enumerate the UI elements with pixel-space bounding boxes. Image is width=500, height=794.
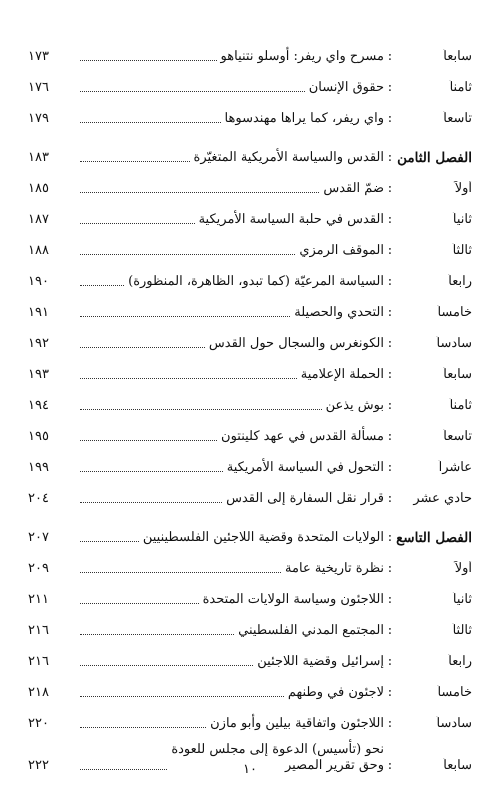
page-number: ١٨٧ (28, 212, 49, 227)
toc-row (28, 641, 472, 672)
dot-leader (80, 409, 322, 410)
entry-title-block (299, 243, 384, 259)
section-label: رابعاً (448, 274, 472, 289)
toc-chapter-row (28, 517, 472, 548)
label-separator: : (387, 685, 393, 700)
toc-row (28, 672, 472, 703)
toc-chapter-row (28, 137, 472, 168)
toc-row (28, 168, 472, 199)
section-label: خامساً (437, 685, 472, 700)
entry-title: حقوق الإنسان (308, 80, 384, 95)
entry-title-area (70, 623, 384, 639)
entry-title-area (70, 460, 384, 476)
dot-leader (80, 223, 195, 224)
section-label: خامساً (437, 305, 472, 320)
dot-leader (80, 122, 221, 123)
label-separator: : (387, 49, 393, 64)
dot-leader (80, 572, 281, 573)
entry-title-area (70, 592, 384, 608)
toc-row (28, 292, 472, 323)
dot-leader (80, 347, 205, 348)
dot-leader (80, 502, 222, 503)
label-separator: : (387, 460, 393, 475)
section-label: ثامناً (449, 398, 472, 413)
entry-title-area (70, 111, 384, 127)
entry-title: نظرة تاريخية عامة (285, 561, 384, 576)
entry-title-area (70, 367, 384, 383)
entry-title-block (238, 623, 384, 639)
entry-title-area (70, 491, 384, 507)
section-label: تاسعاً (443, 111, 472, 126)
section-label: ثالثاً (452, 623, 472, 638)
entry-title-area (70, 49, 384, 65)
label-separator: : (387, 429, 393, 444)
page-number: ٢١١ (28, 592, 49, 607)
page-number: ١٧٩ (28, 111, 49, 126)
entry-title: القدس في حلبة السياسة الأمريكية (198, 212, 384, 227)
label-separator: : (387, 491, 393, 506)
entry-title: التحول في السياسة الأمريكية (226, 460, 384, 475)
dot-leader (80, 316, 290, 317)
dot-leader (80, 634, 234, 635)
entry-title-area (70, 398, 384, 414)
dot-leader (80, 60, 217, 61)
page-folio: ١٠ (243, 762, 257, 777)
entry-title-block (285, 561, 384, 577)
page-number: ٢٠٧ (28, 530, 49, 545)
page-number: ٢٢٢ (28, 758, 49, 773)
page-number: ٢٠٤ (28, 491, 49, 506)
toc-row (28, 36, 472, 67)
table-of-contents (28, 36, 472, 776)
label-separator: : (387, 212, 393, 227)
entry-title-block (203, 592, 384, 608)
section-label: حادي عشر (413, 491, 472, 506)
page-number: ٢٠٩ (28, 561, 49, 576)
dot-leader (80, 471, 223, 472)
dot-leader (80, 254, 295, 255)
entry-title: الحملة الإعلامية (300, 367, 384, 382)
entry-title-block (288, 685, 384, 701)
entry-title-block (143, 530, 384, 546)
entry-title: السياسة المرعيّة (كما تبدو، الظاهرة، المنظورة) (128, 274, 384, 289)
section-label: ثانياً (452, 592, 472, 607)
label-separator: : (387, 654, 393, 669)
toc-row (28, 416, 472, 447)
label-separator: : (387, 398, 393, 413)
entry-title-block (226, 491, 384, 507)
page-number: ١٩١ (28, 305, 49, 320)
section-label: ثالثاً (452, 243, 472, 258)
dot-leader (80, 91, 305, 92)
entry-title-block (209, 336, 384, 352)
entry-title-continuation: وحق تقرير المصير (284, 758, 384, 773)
section-label: رابعاً (448, 654, 472, 669)
entry-title-area (70, 150, 384, 166)
toc-row (28, 579, 472, 610)
page-number: ٢١٦ (28, 623, 49, 638)
entry-title-block (294, 305, 384, 321)
label-separator: : (387, 716, 393, 731)
page-number: ١٩٢ (28, 336, 49, 351)
toc-row (28, 323, 472, 354)
toc-row (28, 230, 472, 261)
entry-title: نحو (تأسيس) الدعوة إلى مجلس للعودة (171, 742, 384, 757)
chapter-label: الفصل الثامن (397, 150, 472, 166)
entry-title: المجتمع المدني الفلسطيني (238, 623, 384, 638)
entry-title-block (326, 398, 384, 414)
entry-title-block (225, 111, 384, 127)
dot-leader (80, 727, 206, 728)
toc-row (28, 385, 472, 416)
page-number: ١٩٥ (28, 429, 49, 444)
page-number: ١٨٣ (28, 150, 49, 165)
entry-title: التحدي والحصيلة (294, 305, 384, 320)
entry-title: الموقف الرمزي (299, 243, 384, 258)
toc-row (28, 478, 472, 509)
entry-title: الكونغرس والسجال حول القدس (208, 336, 384, 351)
section-label: سابعاً (443, 367, 472, 382)
entry-title: الولايات المتحدة وقضية اللاجئين الفلسطينيين (142, 530, 384, 545)
entry-title-area (70, 429, 384, 445)
section-label: عاشراً (438, 460, 472, 475)
label-separator: : (387, 336, 393, 351)
entry-title-area (70, 274, 384, 290)
toc-row (28, 447, 472, 478)
entry-title: واي ريفر، كما يراها مهندسوها (224, 111, 384, 126)
entry-title-block (210, 716, 384, 732)
page-number: ٢١٨ (28, 685, 49, 700)
entry-title: بوش يذعن (325, 398, 384, 413)
entry-title-area (70, 530, 384, 546)
label-separator: : (387, 305, 393, 320)
label-separator: : (387, 243, 393, 258)
dot-leader (80, 665, 253, 666)
entry-title-block (221, 429, 384, 445)
section-label: ثامناً (449, 80, 472, 95)
toc-row (28, 98, 472, 129)
label-separator: : (387, 80, 393, 95)
section-label: أولاً (454, 561, 472, 576)
entry-title-area (70, 80, 384, 96)
entry-title-area (70, 336, 384, 352)
section-label: سادساً (436, 716, 472, 731)
entry-title-block (194, 150, 384, 166)
label-separator: : (387, 758, 393, 773)
label-separator: : (387, 623, 393, 638)
entry-title-area (70, 685, 384, 701)
section-label: ثانياً (452, 212, 472, 227)
chapter-label: الفصل التاسع (396, 530, 472, 546)
dot-leader (80, 192, 319, 193)
dot-leader (80, 161, 190, 162)
toc-row (28, 354, 472, 385)
entry-title: مسرح واي ريفر: أوسلو نتنياهو (220, 49, 384, 64)
label-separator: : (387, 111, 393, 126)
label-separator: : (387, 592, 393, 607)
entry-title-area (70, 561, 384, 577)
label-separator: : (387, 561, 393, 576)
toc-row (28, 261, 472, 292)
entry-title-block (227, 460, 384, 476)
dot-leader (80, 285, 124, 286)
toc-row (28, 703, 472, 734)
dot-leader (80, 541, 139, 542)
entry-title-area (70, 243, 384, 259)
page-number: ١٧٣ (28, 49, 49, 64)
label-separator: : (387, 150, 393, 165)
toc-row (28, 610, 472, 641)
page-number: ١٩٩ (28, 460, 49, 475)
entry-title-block (199, 212, 384, 228)
entry-title-area (70, 305, 384, 321)
section-label: تاسعاً (443, 429, 472, 444)
entry-title-area (70, 716, 384, 732)
section-label: سادساً (436, 336, 472, 351)
toc-row (28, 199, 472, 230)
label-separator: : (387, 367, 393, 382)
entry-title: قرار نقل السفارة إلى القدس (226, 491, 384, 506)
section-label: سابعاً (443, 49, 472, 64)
entry-title: اللاجئون واتفاقية بيلين وأبو مازن (210, 716, 384, 731)
entry-title: لاجئون في وطنهم (287, 685, 384, 700)
entry-title: إسرائيل وقضية اللاجئين (257, 654, 384, 669)
page-number: ١٩٣ (28, 367, 49, 382)
entry-title: مسألة القدس في عهد كلينتون (221, 429, 384, 444)
page-number: ١٩٠ (28, 274, 49, 289)
dot-leader (80, 696, 284, 697)
entry-title: اللاجئون وسياسة الولايات المتحدة (202, 592, 384, 607)
label-separator: : (387, 181, 393, 196)
toc-row (28, 67, 472, 98)
entry-title-area (70, 212, 384, 228)
entry-title: ضمّ القدس (323, 181, 384, 196)
section-label: أولاً (454, 181, 472, 196)
entry-title-block (301, 367, 384, 383)
page-number: ١٨٨ (28, 243, 49, 258)
entry-title-block (221, 49, 384, 65)
entry-title-area (70, 181, 384, 197)
entry-title-block (309, 80, 384, 96)
toc-row (28, 548, 472, 579)
label-separator: : (387, 530, 393, 545)
label-separator: : (387, 274, 393, 289)
page-number: ١٧٦ (28, 80, 49, 95)
dot-leader (80, 378, 297, 379)
dot-leader (80, 440, 217, 441)
page-number: ٢٢٠ (28, 716, 49, 731)
entry-title-block (257, 654, 384, 670)
page-number: ٢١٦ (28, 654, 49, 669)
entry-title-area (70, 654, 384, 670)
entry-title-block (128, 274, 384, 290)
section-label: سابعاً (443, 758, 472, 773)
page-number: ١٩٤ (28, 398, 49, 413)
entry-title-block (323, 181, 384, 197)
dot-leader (80, 603, 199, 604)
entry-title: القدس والسياسة الأمريكية المتغيّرة (193, 150, 384, 165)
page-number: ١٨٥ (28, 181, 49, 196)
